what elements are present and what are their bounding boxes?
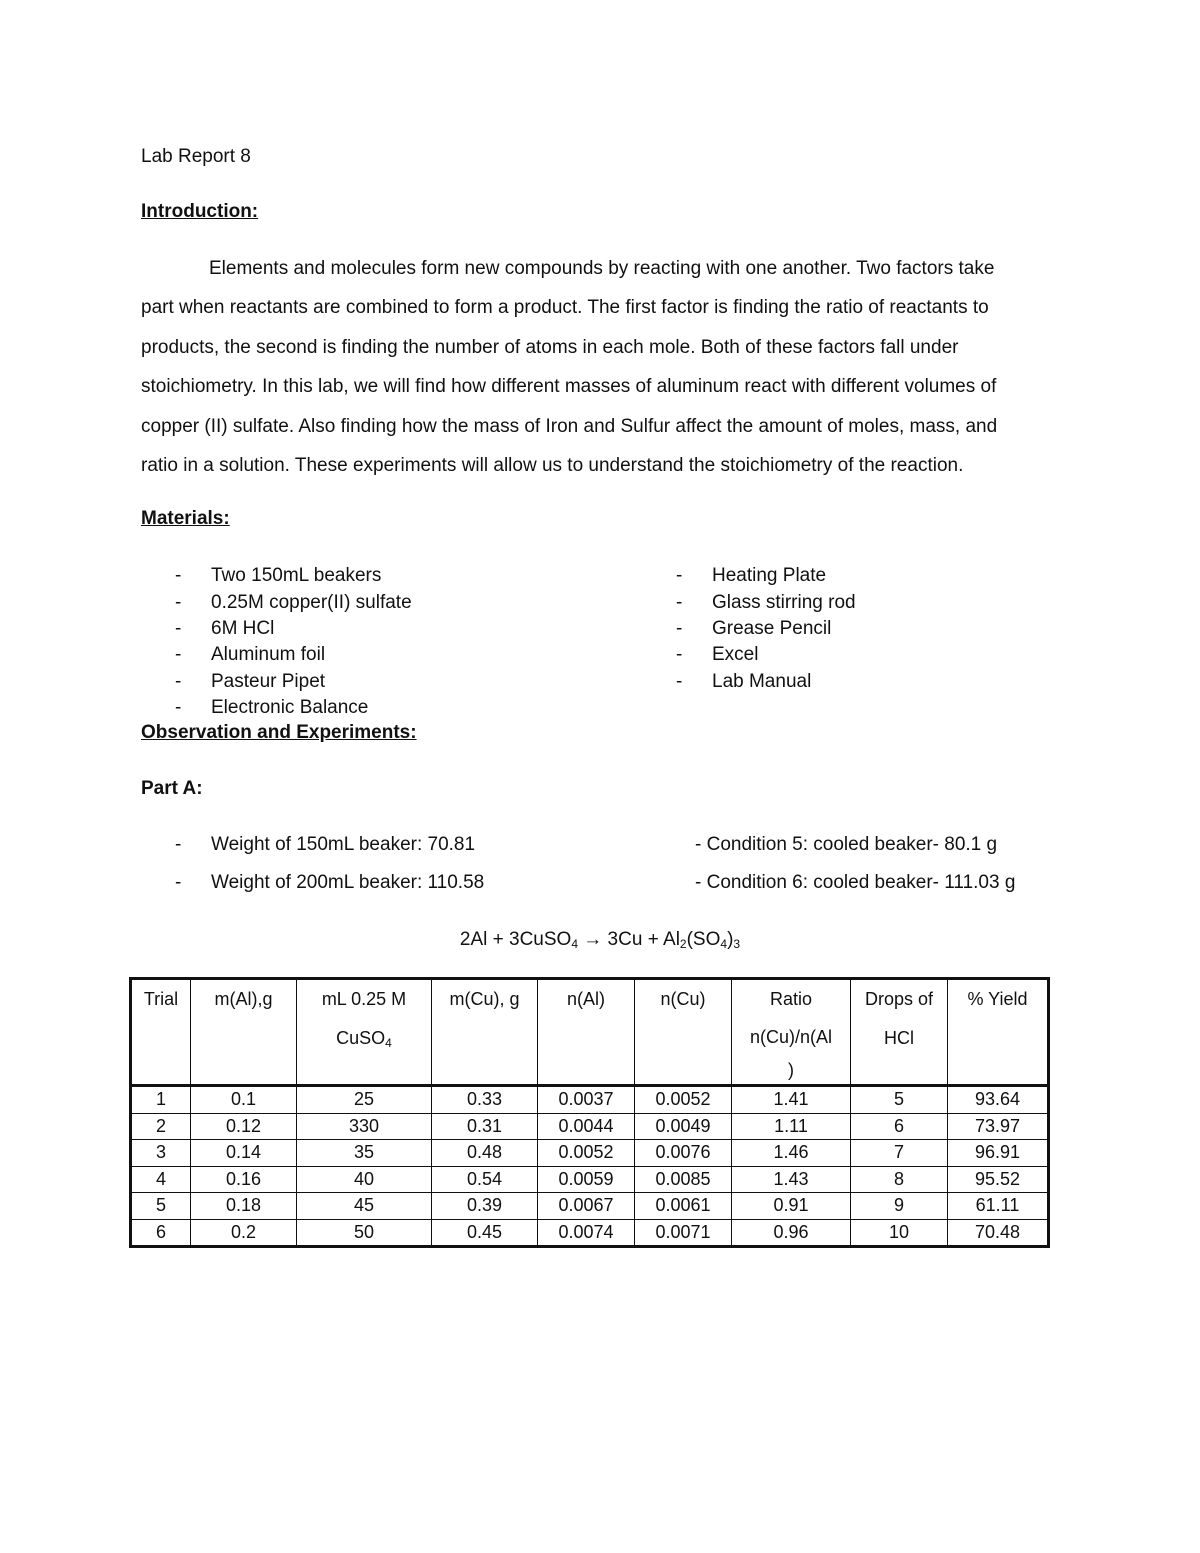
condition-5-text: - Condition 5: cooled beaker- 80.1 g [695,834,998,855]
header-ratio: Ratio n(Cu)/n(Al ) [732,979,851,1086]
condition-6-text: - Condition 6: cooled beaker- 111.03 g [695,872,1016,893]
intro-line-2: part when reactants are combined to form a product. The first factor is finding the ratio of reactants to [141,297,989,318]
header-m-cu: m(Cu), g [432,979,538,1086]
table-cell: 73.97 [948,1113,1049,1140]
table-cell: 95.52 [948,1166,1049,1193]
table-cell: 0.39 [432,1193,538,1220]
table-cell: 0.0059 [538,1166,635,1193]
table-cell: 0.2 [191,1219,297,1247]
data-table [129,977,1050,1248]
reaction-equation: 2Al + 3CuSO$_4$ → $3Cu + Al_2(SO_4)_3$ [459,929,741,951]
table-cell: 70.48 [948,1219,1049,1247]
document-title: Lab Report 8 [141,146,251,167]
intro-line-3: products, the second is finding the number of atoms in each mole. Both of these factors fall under [141,337,959,358]
intro-line-5: copper (II) sulfate. Also finding how the mass of Iron and Sulfur affect the amount of moles, mass, and [141,416,998,437]
table-cell: 40 [297,1166,432,1193]
table-cell: 0.96 [732,1219,851,1247]
table-cell: 1.43 [732,1166,851,1193]
part-a-heading: Part A: [141,778,203,799]
header-ml-cuso4: mL 0.25 M CuSO$_4$ [297,979,432,1086]
table-header-row [131,979,1049,1086]
table-cell: 0.33 [432,1086,538,1114]
table-cell: 6 [851,1113,948,1140]
table-cell: 93.64 [948,1086,1049,1114]
table-cell: 0.91 [732,1193,851,1220]
intro-line-4: stoichiometry. In this lab, we will find how different masses of aluminum react with different volumes of [141,376,997,397]
table-cell: 0.54 [432,1166,538,1193]
table-cell: 25 [297,1086,432,1114]
table-cell: 0.12 [191,1113,297,1140]
table-row [131,1140,1049,1167]
header-drops-hcl: Drops of HCl [851,979,948,1086]
introduction-heading: Introduction: [141,201,259,222]
weight-200-text: Weight of 200mL beaker: 110.58 [211,872,485,893]
table-cell: 3 [131,1140,191,1167]
header-n-al: n(Al) [538,979,635,1086]
table-cell: 0.48 [432,1140,538,1167]
table-cell: 0.0074 [538,1219,635,1247]
weight-150-text: Weight of 150mL beaker: 70.81 [211,834,476,855]
table-cell: 5 [851,1086,948,1114]
table-cell: 0.18 [191,1193,297,1220]
table-cell: 0.0037 [538,1086,635,1114]
table-cell: 5 [131,1193,191,1220]
table-cell: 0.0076 [635,1140,732,1167]
table-cell: 0.14 [191,1140,297,1167]
table-cell: 2 [131,1113,191,1140]
table-cell: 50 [297,1219,432,1247]
table-cell: 0.1 [191,1086,297,1114]
table-cell: 96.91 [948,1140,1049,1167]
table-row [131,1193,1049,1220]
header-m-al: m(Al),g [191,979,297,1086]
table-cell: 0.0061 [635,1193,732,1220]
table-cell: 1.41 [732,1086,851,1114]
table-cell: 0.0071 [635,1219,732,1247]
table-cell: 10 [851,1219,948,1247]
table-row [131,1113,1049,1140]
table-cell: 1 [131,1086,191,1114]
table-cell: 61.11 [948,1193,1049,1220]
table-cell: 0.0052 [538,1140,635,1167]
table-cell: 1.11 [732,1113,851,1140]
header-yield: % Yield [948,979,1049,1086]
table-cell: 330 [297,1113,432,1140]
table-cell: 4 [131,1166,191,1193]
table-row [131,1166,1049,1193]
table-cell: 8 [851,1166,948,1193]
table-cell: 0.0049 [635,1113,732,1140]
header-trial: Trial [131,979,191,1086]
intro-line-1: Elements and molecules form new compounds by reacting with one another. Two factors take [209,258,995,279]
table-cell: 9 [851,1193,948,1220]
table-cell: 0.0044 [538,1113,635,1140]
table-cell: 45 [297,1193,432,1220]
table-cell: 0.16 [191,1166,297,1193]
table-cell: 0.45 [432,1219,538,1247]
observation-heading: Observation and Experiments: [141,722,417,743]
table-cell: 0.0085 [635,1166,732,1193]
table-cell: 1.46 [732,1140,851,1167]
intro-line-6: ratio in a solution. These experiments will allow us to understand the stoichiometry of the reaction. [141,455,964,476]
table-cell: 0.0052 [635,1086,732,1114]
table-cell: 6 [131,1219,191,1247]
materials-heading: Materials: [141,508,230,529]
table-cell: 35 [297,1140,432,1167]
table-row [131,1086,1049,1114]
table-cell: 7 [851,1140,948,1167]
header-n-cu: n(Cu) [635,979,732,1086]
table-row [131,1219,1049,1247]
table-cell: 0.0067 [538,1193,635,1220]
table-cell: 0.31 [432,1113,538,1140]
